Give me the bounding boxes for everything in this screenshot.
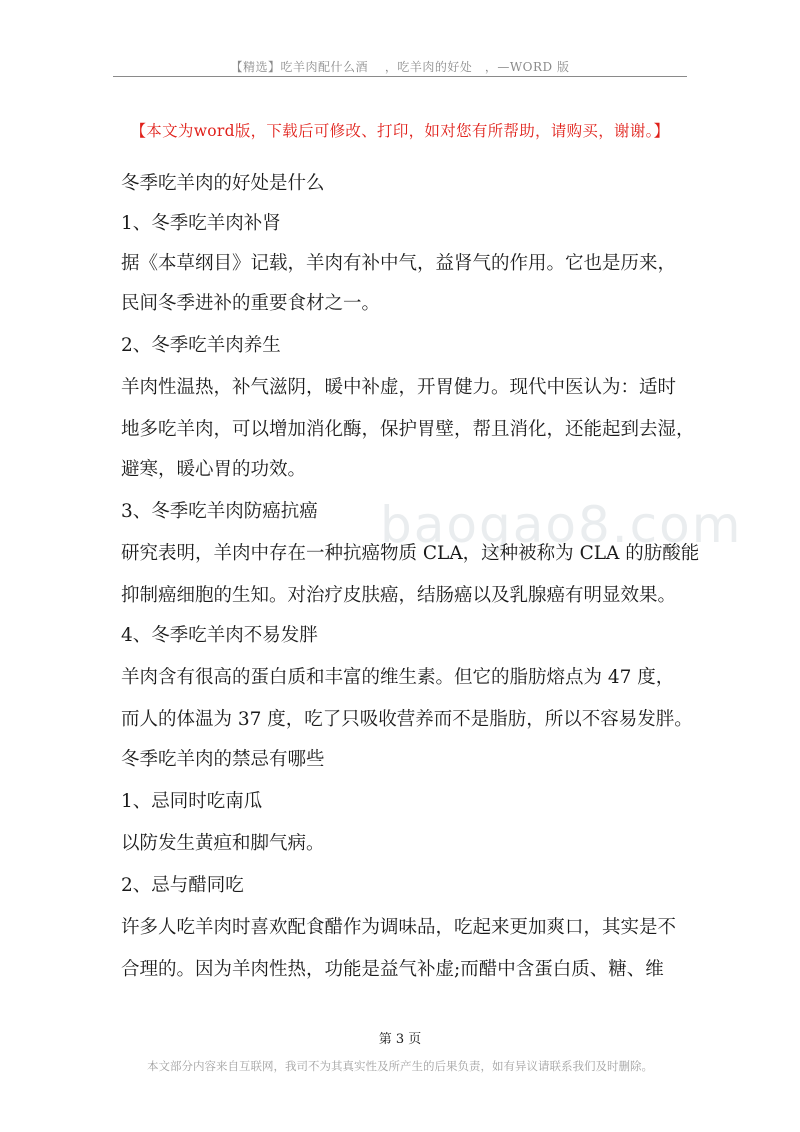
subheading: 2、冬季吃羊肉养生 bbox=[121, 335, 281, 356]
page-number: 第 3 页 bbox=[378, 1032, 422, 1047]
paragraph-line: 许多人吃羊肉时喜欢配食醋作为调味品，吃起来更加爽口，其实是不 bbox=[121, 917, 677, 938]
paragraph-line: 羊肉性温热，补气滋阴，暖中补虚，开胃健力。现代中医认为：适时 bbox=[121, 377, 677, 398]
paragraph-line: 羊肉含有很高的蛋白质和丰富的维生素。但它的脂肪熔点为 47 度， bbox=[121, 667, 675, 688]
section-heading: 冬季吃羊肉的禁忌有哪些 bbox=[121, 749, 325, 770]
footer-disclaimer: 本文部分内容来自互联网，我司不为其真实性及所产生的后果负责，如有异议请联系我们及时删除。 bbox=[147, 1059, 653, 1073]
paragraph-line: 研究表明，羊肉中存在一种抗癌物质 CLA，这种被称为 CLA 的肪酸能 bbox=[121, 543, 700, 564]
section-heading: 冬季吃羊肉的好处是什么 bbox=[121, 173, 325, 194]
subheading: 2、忌与醋同吃 bbox=[121, 875, 244, 896]
subheading: 1、冬季吃羊肉补肾 bbox=[121, 213, 281, 234]
purchase-notice: 【本文为word版，下载后可修改、打印，如对您有所帮助，请购买，谢谢。】 bbox=[130, 122, 670, 140]
paragraph-line: 抑制癌细胞的生知。对治疗皮肤癌，结肠癌以及乳腺癌有明显效果。 bbox=[121, 585, 677, 606]
subheading: 1、忌同时吃南瓜 bbox=[121, 791, 263, 812]
subheading: 4、冬季吃羊肉不易发胖 bbox=[121, 625, 318, 646]
paragraph-line: 而人的体温为 37 度，吃了只吸收营养而不是脂肪，所以不容易发胖。 bbox=[121, 709, 693, 730]
header-divider bbox=[113, 76, 687, 77]
paragraph-line: 据《本草纲目》记载，羊肉有补中气，益肾气的作用。它也是历来， bbox=[121, 253, 677, 274]
watermark: baogao8.com bbox=[380, 496, 743, 554]
paragraph-line: 合理的。因为羊肉性热，功能是益气补虚;而醋中含蛋白质、糖、维 bbox=[121, 959, 664, 980]
paragraph-line: 地多吃羊肉，可以增加消化酶，保护胃壁，帮且消化，还能起到去湿， bbox=[121, 419, 695, 440]
subheading: 3、冬季吃羊肉防癌抗癌 bbox=[121, 501, 318, 522]
paragraph-line: 避寒，暖心胃的功效。 bbox=[121, 459, 307, 480]
paragraph-line: 以防发生黄疸和脚气病。 bbox=[121, 833, 325, 854]
paragraph-line: 民间冬季进补的重要食材之一。 bbox=[121, 293, 381, 314]
page-header: 【精选】吃羊肉配什么酒 ，吃羊肉的好处 ，—WORD 版 bbox=[230, 60, 570, 74]
